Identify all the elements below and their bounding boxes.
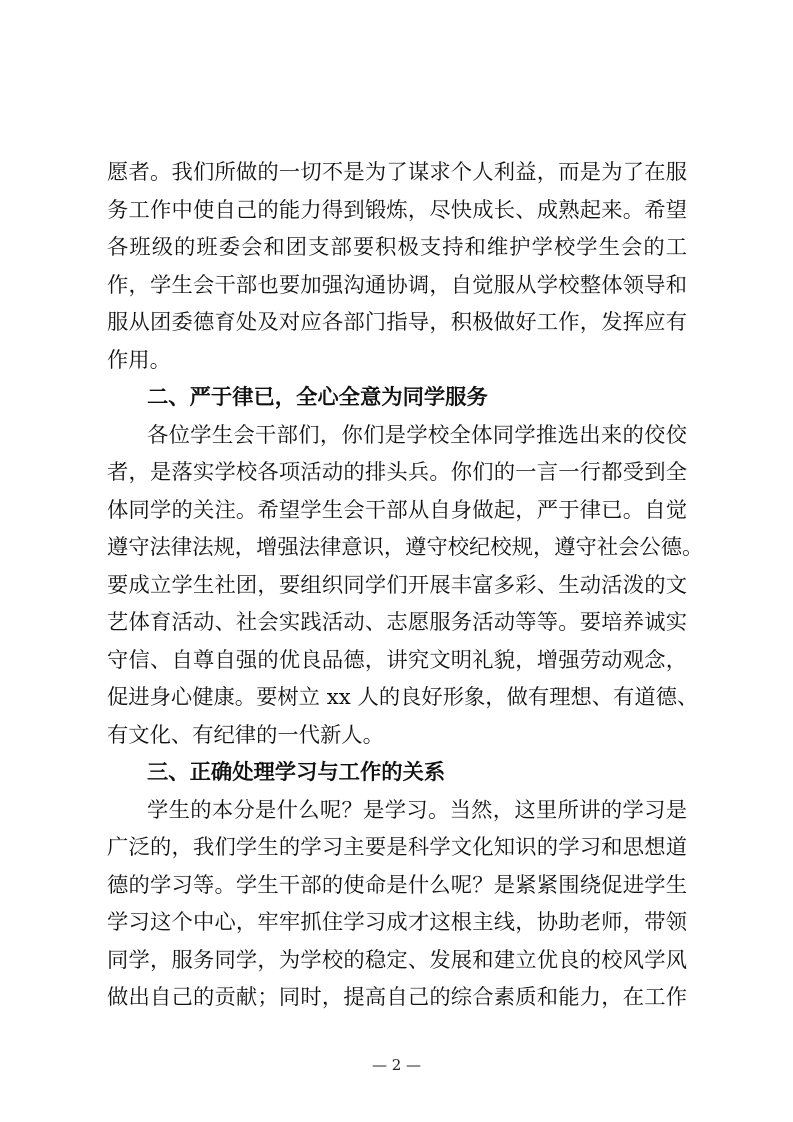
- text-line: 学习这个中心，牢牢抓住学习成才这根主线，协助老师，带领: [107, 910, 687, 935]
- section-heading: 三、正确处理学习与工作的关系: [147, 760, 446, 785]
- text-line: 同学，服务同学，为学校的稳定、发展和建立优良的校风学风: [107, 947, 687, 973]
- page-number: — 2 —: [371, 1056, 422, 1074]
- text-line: 遵守法律法规，增强法律意识，遵守校纪校规，遵守社会公德。: [107, 535, 704, 560]
- text-line: 作，学生会干部也要加强沟通协调，自觉服从学校整体领导和: [107, 272, 687, 298]
- text-line: 做出自己的贡献；同时，提高自己的综合素质和能力，在工作: [107, 985, 687, 1010]
- text-line: 者，是落实学校各项活动的排头兵。你们的一言一行都受到全: [107, 460, 687, 485]
- text-line: 体同学的关注。希望学生会干部从自身做起，严于律已。自觉: [107, 497, 687, 523]
- text-line: 艺体育活动、社会实践活动、志愿服务活动等等。要培养诚实: [107, 610, 687, 635]
- text-line: 务工作中使自己的能力得到锻炼，尽快成长、成熟起来。希望: [107, 197, 687, 223]
- text-line: 各位学生会干部们，你们是学校全体同学推选出来的佼佼: [147, 422, 687, 448]
- text-line: 守信、自尊自强的优良品德，讲究文明礼貌，增强劳动观念，: [107, 647, 687, 673]
- text-line: 促进身心健康。要树立 xx 人的良好形象，做有理想、有道德、: [107, 685, 699, 710]
- text-line: 学生的本分是什么呢？是学习。当然，这里所讲的学习是: [147, 797, 687, 823]
- text-line: 各班级的班委会和团支部要积极支持和维护学校学生会的工: [107, 235, 687, 260]
- text-line: 德的学习等。学生干部的使命是什么呢？是紧紧围绕促进学生: [107, 872, 687, 898]
- text-line: 作用。: [107, 347, 171, 373]
- text-line: 有文化、有纪律的一代新人。: [107, 722, 384, 748]
- text-line: 愿者。我们所做的一切不是为了谋求个人利益，而是为了在服: [107, 160, 687, 185]
- section-heading: 二、严于律已，全心全意为同学服务: [147, 385, 488, 410]
- text-line: 要成立学生社团，要组织同学们开展丰富多彩、生动活泼的文: [107, 572, 687, 598]
- text-line: 广泛的，我们学生的学习主要是科学文化知识的学习和思想道: [107, 835, 687, 860]
- document-body: [107, 154, 704, 1017]
- text-line: 服从团委德育处及对应各部门指导，积极做好工作，发挥应有: [107, 310, 687, 335]
